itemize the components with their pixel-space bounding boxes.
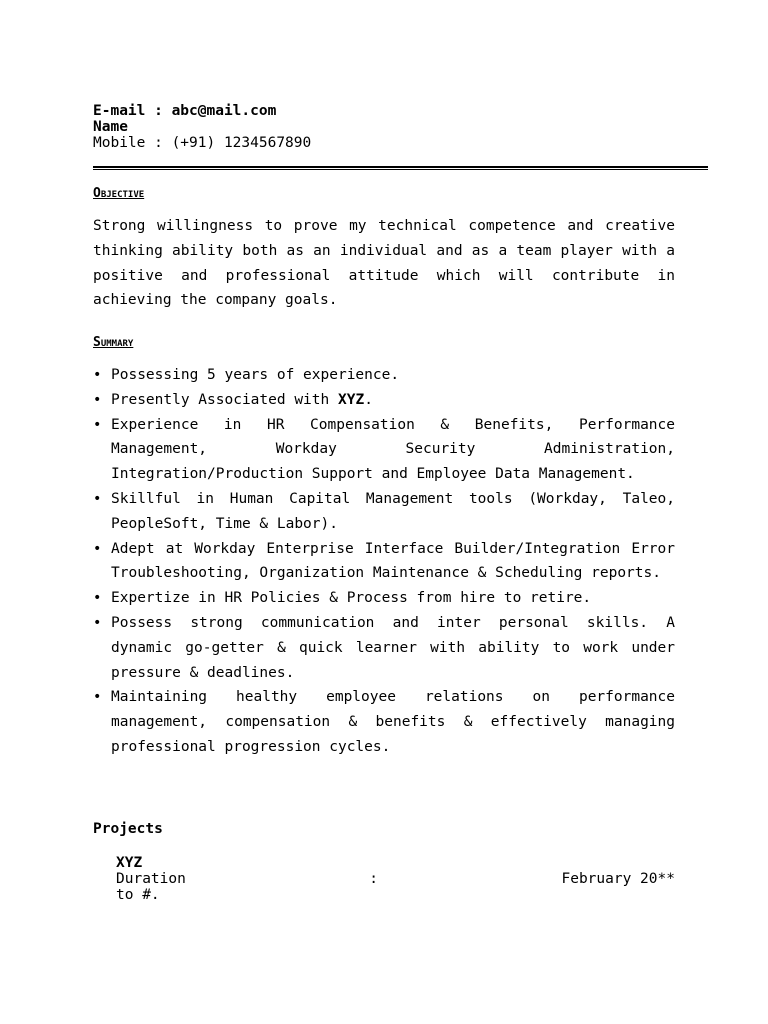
duration-end: to #. xyxy=(116,887,160,903)
objective-heading: Objective xyxy=(93,186,145,201)
duration-separator: : xyxy=(369,871,379,887)
contact-block xyxy=(93,103,311,151)
list-item: • Possess strong communication and inter personal skills. A dynamic go-getter & quick learner with ability to work under pressure & deadlines. xyxy=(93,614,675,681)
name-line: Name xyxy=(93,119,128,135)
objective-text: Strong willingness to prove my technical competence and creative thinking ability both as an individual and as a team player with a positive and professional attitude which will contribute in achieving the company goals. xyxy=(93,218,675,309)
email-line: E-mail : abc@mail.com xyxy=(93,103,277,119)
duration-row xyxy=(116,871,675,887)
project-name: XYZ xyxy=(116,855,143,871)
projects-heading: Projects xyxy=(93,821,163,837)
summary-heading: Summary xyxy=(93,335,134,350)
duration-label: Duration xyxy=(116,871,186,887)
mobile-line: Mobile : (+91) 1234567890 xyxy=(93,135,312,151)
list-item: • Possessing 5 years of experience. xyxy=(93,367,400,383)
list-item: • Maintaining healthy employee relations on performance management, compensation & benefits & effectively managing professional progression cycles. xyxy=(93,689,675,755)
list-item: • Expertize in HR Policies & Process from hire to retire. xyxy=(93,590,592,607)
project-entry xyxy=(116,855,675,903)
list-item: • Presently Associated with XYZ. xyxy=(93,391,373,408)
duration-value: February 20** xyxy=(561,871,675,887)
company-name: XYZ xyxy=(337,391,365,408)
list-item: • Skillful in Human Capital Management tools (Workday, Taleo, PeopleSoft, Time & Labor). xyxy=(93,490,675,532)
summary-list xyxy=(93,363,675,760)
list-item: • Experience in HR Compensation & Benefits, Performance Management, Workday Security Administration, Integration/Production Support and Employee Data Management. xyxy=(93,416,675,483)
list-item: • Adept at Workday Enterprise Interface Builder/Integration Error Troubleshooting, Organization Maintenance & Scheduling reports. xyxy=(93,540,675,582)
header-divider xyxy=(93,166,708,170)
